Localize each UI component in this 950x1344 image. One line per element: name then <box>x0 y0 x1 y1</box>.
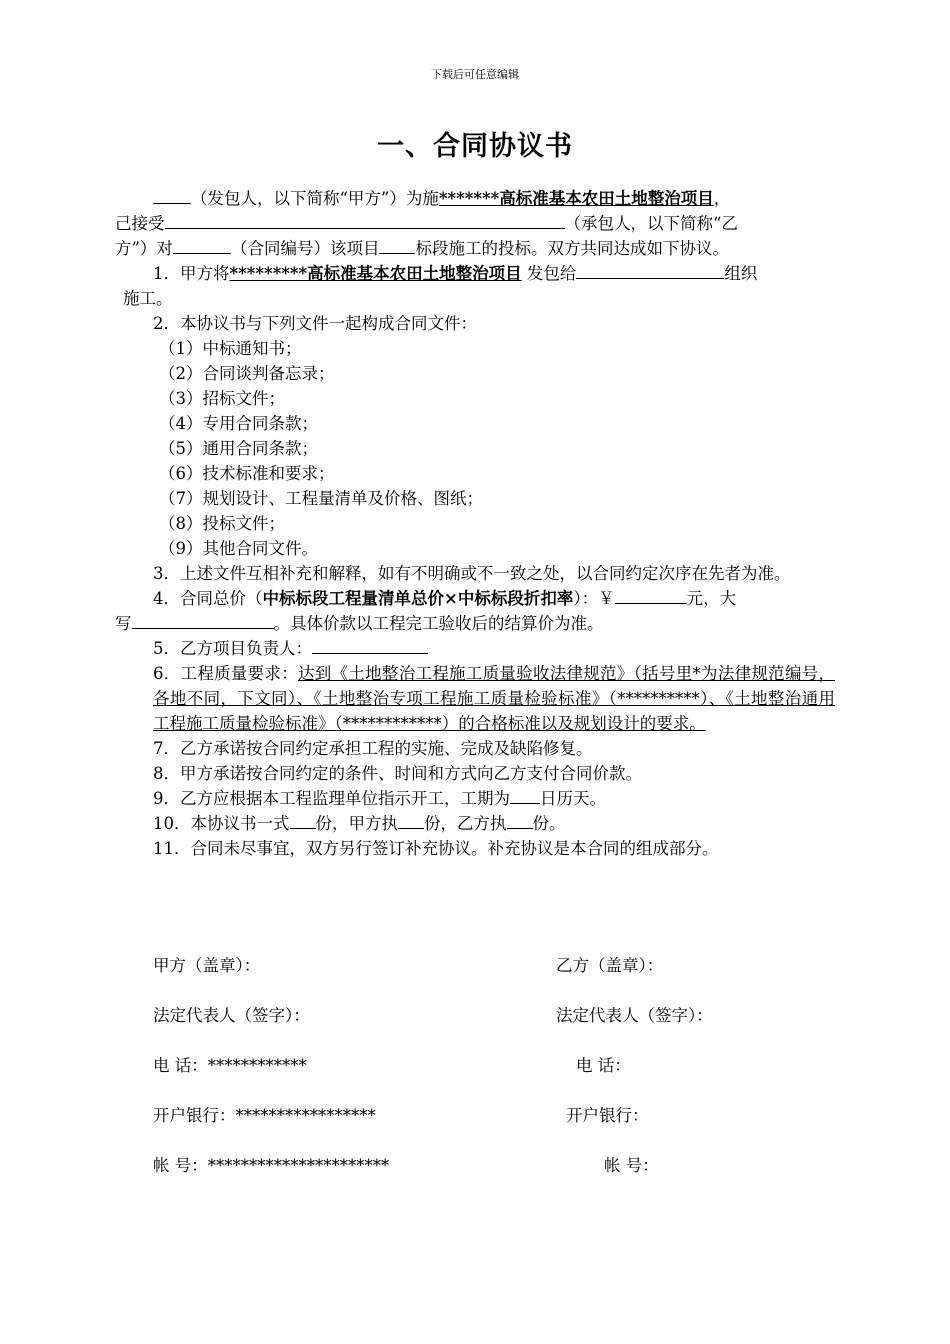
clause-1: 1．甲方将*********高标准基本农田土地整治项目 发包给 组织 <box>115 261 835 286</box>
intro-line-1: （发包人，以下简称“甲方”）为施*******高标准基本农田土地整治项目， <box>115 186 835 211</box>
project-name: *******高标准基本农田土地整治项目 <box>438 189 714 208</box>
clause-6: 6．工程质量要求：达到《土地整治工程施工质量验收法律规范》（括号里*为法律规范编号，各地不同，下文同）、《土地整治专项工程施工质量检验标准》（**********）、《土地整治通用工程施工质量检验标准》（************）的合格标准以及规划设计的要求。 <box>153 664 836 733</box>
clause-4-cont: 写 。具体价款以工程完工验收后的结算价为准。 <box>115 611 835 636</box>
blank-field[interactable] <box>290 811 316 829</box>
blank-field[interactable] <box>132 611 274 629</box>
party-b-seal: 乙方（盖章）： <box>556 956 664 975</box>
clause-4: 4．合同总价（中标标段工程量清单总价×中标标段折扣率）：￥ 元，大 <box>115 586 835 611</box>
clause-10: 10．本协议书一式 份，甲方执 份，乙方执 份。 <box>115 811 835 836</box>
list-item: （2）合同谈判备忘录； <box>159 364 335 383</box>
list-item: （3）招标文件； <box>159 389 285 408</box>
document-title: 一、合同协议书 <box>377 131 573 162</box>
blank-field[interactable] <box>173 236 231 254</box>
document-body <box>115 186 835 861</box>
list-item: （1）中标通知书； <box>159 339 302 358</box>
intro-line-2: 己接受 （承包人，以下简称“乙 <box>115 211 835 236</box>
blank-field[interactable] <box>312 636 428 654</box>
page-header: 下载后可任意编辑 <box>431 68 519 81</box>
blank-field[interactable] <box>379 236 415 254</box>
party-a-representative: 法定代表人（签字）： <box>153 1006 310 1025</box>
party-b-phone: 电 话： <box>576 1056 631 1075</box>
clause-7: 7．乙方承诺按合同约定承担工程的实施、完成及缺陷修复。 <box>153 739 593 758</box>
list-item: （6）技术标准和要求； <box>159 464 335 483</box>
clause-2: 2．本协议书与下列文件一起构成合同文件： <box>153 314 477 333</box>
blank-field[interactable] <box>510 786 540 804</box>
party-b-bank: 开户银行： <box>566 1106 649 1125</box>
list-item: （7）规划设计、工程量清单及价格、图纸； <box>159 489 483 508</box>
project-name: *********高标准基本农田土地整治项目 <box>229 264 522 283</box>
clause-3: 3．上述文件互相补充和解释，如有不明确或不一致之处，以合同约定次序在先者为准。 <box>153 564 791 583</box>
list-item: （5）通用合同条款； <box>159 439 318 458</box>
clause-11: 11．合同未尽事宜，双方另行签订补充协议。补充协议是本合同的组成部分。 <box>153 839 719 858</box>
list-item: （8）投标文件； <box>159 514 285 533</box>
party-b-representative: 法定代表人（签字）： <box>556 1006 713 1025</box>
clause-9: 9．乙方应根据本工程监理单位指示开工，工期为 日历天。 <box>115 786 835 811</box>
party-a-phone: 电 话：************ <box>153 1056 307 1075</box>
list-item: （4）专用合同条款； <box>159 414 318 433</box>
intro-line-3: 方”）对 （合同编号）该项目 标段施工的投标。双方共同达成如下协议。 <box>115 236 835 261</box>
blank-field[interactable] <box>165 211 565 229</box>
blank-field[interactable] <box>576 261 724 279</box>
clause-8: 8．甲方承诺按合同约定的条件、时间和方式向乙方支付合同价款。 <box>153 764 642 783</box>
blank-field[interactable] <box>398 811 424 829</box>
blank-field[interactable] <box>507 811 533 829</box>
document-list <box>115 336 835 561</box>
clause-1-cont: 施工。 <box>123 289 173 308</box>
blank-field[interactable] <box>153 186 191 204</box>
list-item: （9）其他合同文件。 <box>159 539 318 558</box>
blank-field[interactable] <box>615 586 687 604</box>
party-b-account: 帐 号： <box>604 1156 659 1175</box>
clause-5: 5．乙方项目负责人： <box>115 636 835 661</box>
party-a-account: 帐 号：********************** <box>153 1156 390 1175</box>
party-a-bank: 开户银行：***************** <box>153 1106 376 1125</box>
party-a-seal: 甲方（盖章）： <box>153 956 261 975</box>
